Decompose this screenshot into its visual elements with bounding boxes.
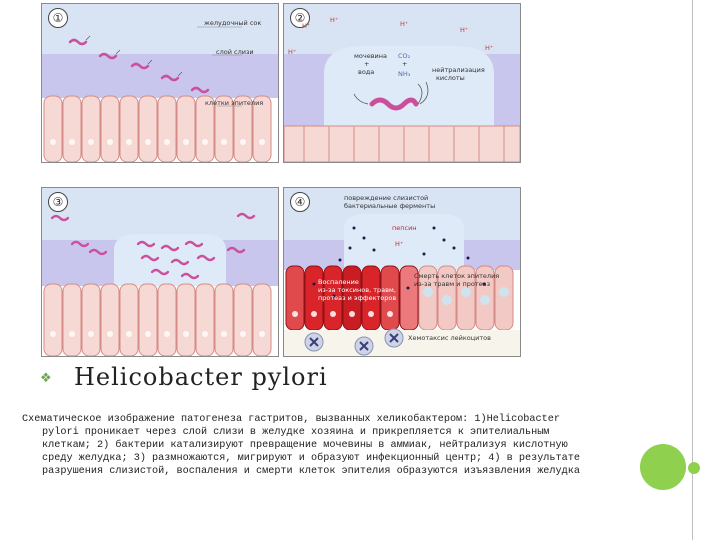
urea-label: мочевина [354, 52, 388, 60]
h-ion-label: H⁺ [302, 22, 311, 30]
plus-sign: + [364, 60, 370, 68]
diagram-panel-1 [41, 3, 279, 163]
h-ion-label: H⁺ [330, 16, 339, 24]
pepsin-label: пепсин [392, 224, 417, 232]
inflammation-label: Воспаление [318, 278, 359, 286]
cell-death-label: Смерть клеток эпителия [414, 272, 500, 280]
diagram-panel-2 [283, 3, 521, 163]
h-ion-label: H⁺ [485, 44, 494, 52]
h-ion-label: H⁺ [400, 20, 409, 28]
acid-label: кислоты [436, 74, 465, 82]
co2-label: CO₂ [398, 52, 411, 60]
panel-2-number: ② [290, 8, 310, 28]
slide-frame-line [692, 0, 693, 540]
panel-1-illustration [42, 4, 278, 162]
h-ion-label: H⁺ [460, 26, 469, 34]
section-title: Helicobacter pylori [74, 363, 328, 391]
cell-death-cause-label: из-за травм и протеаз [414, 280, 491, 288]
panel-3-illustration [42, 188, 278, 356]
mucus-layer-label: слой слизи [216, 48, 254, 56]
caption-line: pylori проникает через слой слизи в желудке хозяина и прикрепляется к эпителиальным [42, 427, 550, 438]
decorative-green-circle-small [688, 462, 700, 474]
gastric-juice-label: желудочный сок [204, 19, 262, 27]
h-ion-label: H⁺ [395, 240, 404, 248]
panel-1-number: ① [48, 8, 68, 28]
green-diamond-bullet-icon: ❖ [40, 371, 52, 386]
caption-line: разрушения слизистой, воспаления и смерти клеток эпителия образуются изъязвления желудка [42, 466, 580, 477]
mucus-damage-label: повреждение слизистой [344, 194, 429, 202]
h-ion-label: H⁺ [288, 48, 297, 56]
neutralization-label: нейтрализация [432, 66, 485, 74]
diagram-panel-4 [283, 187, 521, 357]
leukocyte-chemotaxis-label: Хемотаксис лейкоцитов [408, 334, 491, 342]
caption-line: среду желудка; 3) размножаются, мигрируют и образуют инфекционный центр; 4) в результате [42, 453, 580, 464]
inflammation-cause-label: из-за токсинов, травм, [318, 286, 396, 294]
panel-4-number: ④ [290, 192, 310, 212]
epithelial-cells-label: клетки эпителия [205, 99, 264, 107]
caption-line: Схематическое изображение патогенеза гастритов, вызванных хеликобактером: 1)Helicobacter [22, 414, 560, 425]
panel-3-number: ③ [48, 192, 68, 212]
nh3-label: NH₃ [398, 70, 411, 78]
water-label: вода [358, 68, 375, 76]
diagram-panel-3 [41, 187, 279, 357]
bacterial-enzymes-label: бактериальные ферменты [344, 202, 436, 210]
plus-sign: + [402, 60, 408, 68]
inflammation-cause-label: протеаз и эффекторов [318, 294, 397, 302]
figure-caption [22, 413, 652, 478]
caption-line: клеткам; 2) бактерии катализируют превращение мочевины в аммиак, нейтрализуя кислотную [42, 440, 568, 451]
decorative-green-circle [640, 444, 686, 490]
